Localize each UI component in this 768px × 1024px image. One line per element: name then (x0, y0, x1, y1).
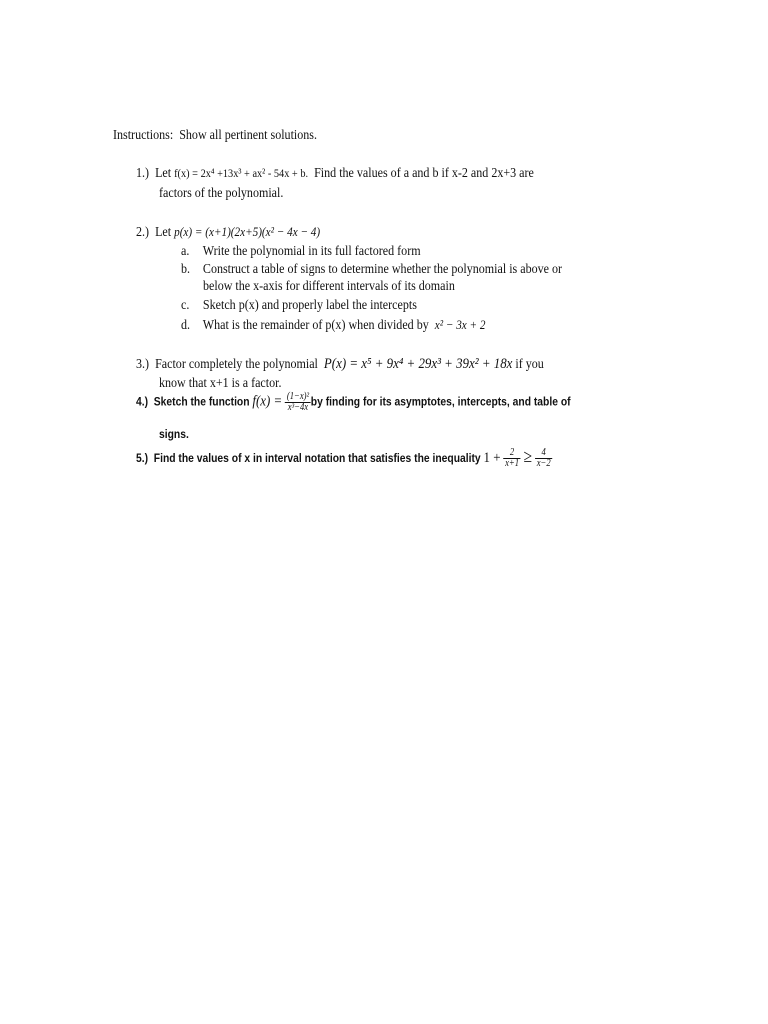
question-1-line-2 (159, 186, 304, 202)
q2-polynomial: p(x) = (x+1)(2x+5)(x² − 4x − 4) (174, 224, 321, 239)
q5-lhs: 1 + (483, 450, 501, 466)
q4-text-1: Sketch the function (153, 394, 250, 409)
q4-fraction (285, 392, 311, 413)
question-4-line-2 (159, 427, 194, 443)
q2-item-b-text-2: below the x-axis for different intervals of its domain (203, 279, 455, 294)
q2-let: Let (155, 225, 172, 240)
q2-item-b-line-2 (203, 279, 496, 295)
q2-item-d (181, 317, 535, 334)
q5-fraction-2 (535, 448, 552, 469)
question-2-line-1 (136, 224, 350, 241)
q2-item-b-text: Construct a table of signs to determine whether the polynomial is above or (202, 262, 563, 277)
q2-item-d-letter: d. (181, 318, 191, 333)
question-1-line-1 (136, 166, 599, 182)
q3-polynomial: P(x) = x⁵ + 9x⁴ + 29x³ + 39x² + 18x (323, 356, 513, 372)
q5-numerator-2: 4 (535, 448, 552, 459)
q5-denominator-2: x−2 (536, 458, 551, 470)
q2-item-d-text: What is the remainder of p(x) when divided by (202, 318, 429, 333)
q3-text-1: Factor completely the polynomial (155, 357, 318, 372)
q2-item-c-text: Sketch p(x) and properly label the intercepts (202, 298, 417, 313)
q4-text-2: by finding for its asymptotes, intercepts, and table of (310, 394, 571, 409)
q4-text-3: signs. (159, 427, 189, 441)
q5-relation: ≥ (523, 446, 533, 466)
q2-item-d-expression: x² − 3x + 2 (434, 317, 486, 332)
q1-polynomial: f(x) = 2x⁴ +13x³ + ax² - 54x + b. (174, 166, 309, 180)
question-3-line-2 (159, 376, 301, 392)
q2-number: 2.) (136, 225, 150, 240)
instructions-text: Show all pertinent solutions. (179, 128, 318, 143)
q4-numerator: (1−x)² (286, 391, 310, 402)
q3-text-2: if you (515, 357, 544, 372)
q2-item-a-letter: a. (181, 244, 190, 259)
q2-item-a (181, 244, 460, 260)
q2-item-c (181, 298, 455, 314)
q1-let: Let (155, 166, 172, 181)
q2-item-b-letter: b. (181, 262, 191, 277)
q1-text-1: Find the values of a and b if x-2 and 2x+3 are (314, 166, 534, 181)
instructions-label: Instructions: (113, 128, 174, 143)
q2-item-c-letter: c. (181, 298, 190, 313)
q5-number: 5.) (136, 451, 149, 465)
q5-denominator-1: x+1 (505, 458, 519, 470)
q2-item-b (181, 262, 624, 278)
q4-number: 4.) (136, 394, 149, 409)
question-5-line (136, 446, 620, 469)
q2-item-a-text: Write the polynomial in its full factored form (202, 244, 421, 259)
q4-function: f(x) = (252, 393, 283, 410)
question-4-line-1 (136, 392, 641, 413)
instructions-line (113, 128, 350, 144)
q1-text-2: factors of the polynomial. (159, 186, 284, 201)
q1-number: 1.) (136, 166, 150, 181)
question-3-line-1 (136, 356, 610, 373)
q5-numerator-1: 2 (503, 448, 520, 459)
q5-fraction-1 (503, 448, 520, 469)
q3-number: 3.) (136, 357, 150, 372)
q3-text-3: know that x+1 is a factor. (159, 376, 282, 391)
q5-text: Find the values of x in interval notation that satisfies the inequality (153, 451, 481, 465)
q4-denominator: x³−4x (287, 402, 309, 413)
